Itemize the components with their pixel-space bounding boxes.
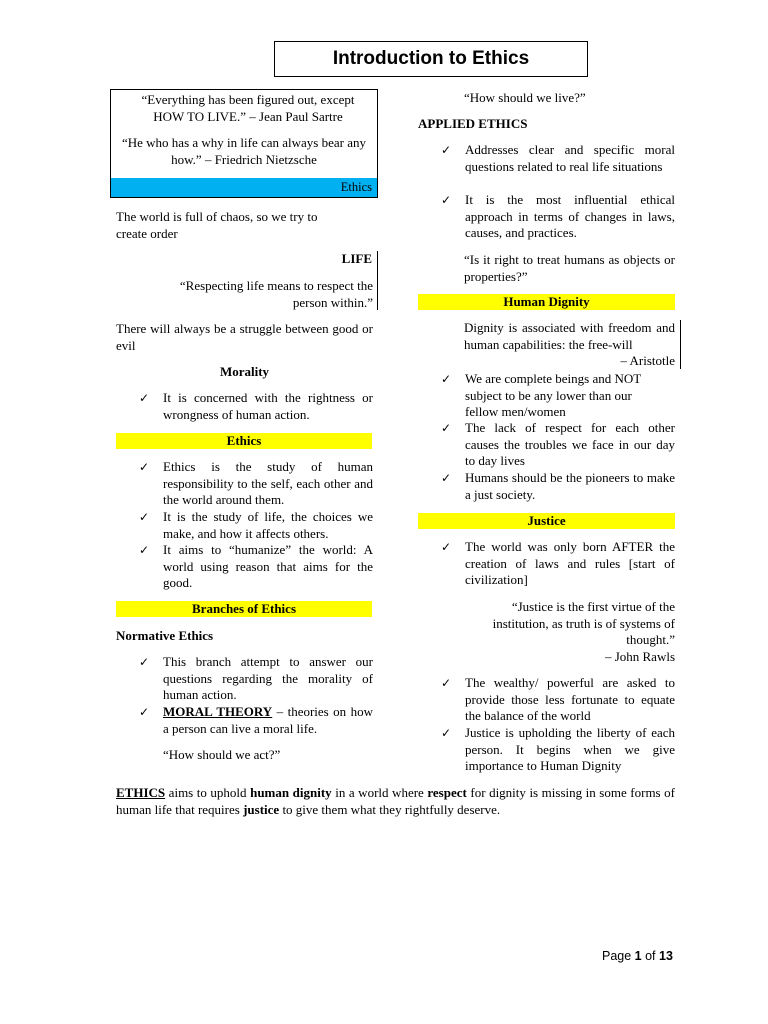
rawls-quote: “Justice is the first virtue of the institution, as truth is of systems of thought.” <box>492 599 675 647</box>
rawls-attribution: – John Rawls <box>604 649 675 664</box>
dignity-attribution: – Aristotle <box>620 353 675 368</box>
checkmark-icon: ✓ <box>139 655 150 669</box>
moral-theory-text: – theories on how a person can live a moral life. <box>163 704 373 736</box>
moral-theory-term: MORAL THEORY <box>163 704 273 719</box>
sartre-quote: “Everything has been figured out, except HOW TO LIVE.” – Jean Paul Sartre <box>141 92 355 124</box>
summary-justice: justice <box>243 801 280 817</box>
morality-heading: Morality <box>219 364 270 379</box>
checkmark-icon: ✓ <box>441 193 452 207</box>
checkmark-icon: ✓ <box>139 460 150 474</box>
act-question: “How should we act?” <box>163 747 281 762</box>
dignity-quote: Dignity is associated with freedom and human capabilities: the free-will <box>464 320 675 352</box>
branches-heading: Branches of Ethics <box>116 601 372 617</box>
summary-respect: respect <box>427 785 467 800</box>
applied-heading: APPLIED ETHICS <box>418 116 528 131</box>
intro-text: The world is full of chaos, so we try to create order <box>116 209 318 241</box>
page-title: Introduction to Ethics <box>274 41 588 77</box>
life-sidebar-line <box>377 251 378 310</box>
checkmark-icon: ✓ <box>139 543 150 557</box>
checkmark-icon: ✓ <box>441 372 452 386</box>
applied-question: “Is it right to treat humans as objects or properties?” <box>464 252 675 284</box>
checkmark-icon: ✓ <box>139 510 150 524</box>
life-quote: “Respecting life means to respect the person within.” <box>179 278 373 310</box>
summary-paragraph: ETHICS aims to uphold human dignity in a world where respect for dignity is missing in some forms of human life that requires justice to give them what they rightfully deserve. <box>116 785 675 817</box>
dignity-sidebar-line <box>680 320 681 369</box>
quote-box-label: Ethics <box>111 178 377 197</box>
checkmark-icon: ✓ <box>441 471 452 485</box>
dignity-heading: Human Dignity <box>418 294 675 310</box>
nietzsche-quote: “He who has a why in life can always bear any how.” – Friedrich Nietzsche <box>121 135 367 167</box>
checkmark-icon: ✓ <box>441 540 452 554</box>
normative-heading: Normative Ethics <box>116 628 214 643</box>
life-heading: LIFE <box>341 251 372 266</box>
checkmark-icon: ✓ <box>139 391 150 405</box>
summary-ethics: ETHICS <box>116 785 166 800</box>
checkmark-icon: ✓ <box>441 676 452 690</box>
ethics-heading: Ethics <box>116 433 372 449</box>
quote-box <box>110 89 378 198</box>
struggle-text: There will always be a struggle between good or evil <box>116 321 373 353</box>
summary-human-dignity: human dignity <box>250 785 332 800</box>
page-number: Page 1 of 13 <box>602 949 673 963</box>
checkmark-icon: ✓ <box>441 143 452 157</box>
checkmark-icon: ✓ <box>139 705 150 719</box>
justice-heading: Justice <box>418 513 675 529</box>
checkmark-icon: ✓ <box>441 726 452 740</box>
checkmark-icon: ✓ <box>441 421 452 435</box>
live-question: “How should we live?” <box>464 90 586 105</box>
